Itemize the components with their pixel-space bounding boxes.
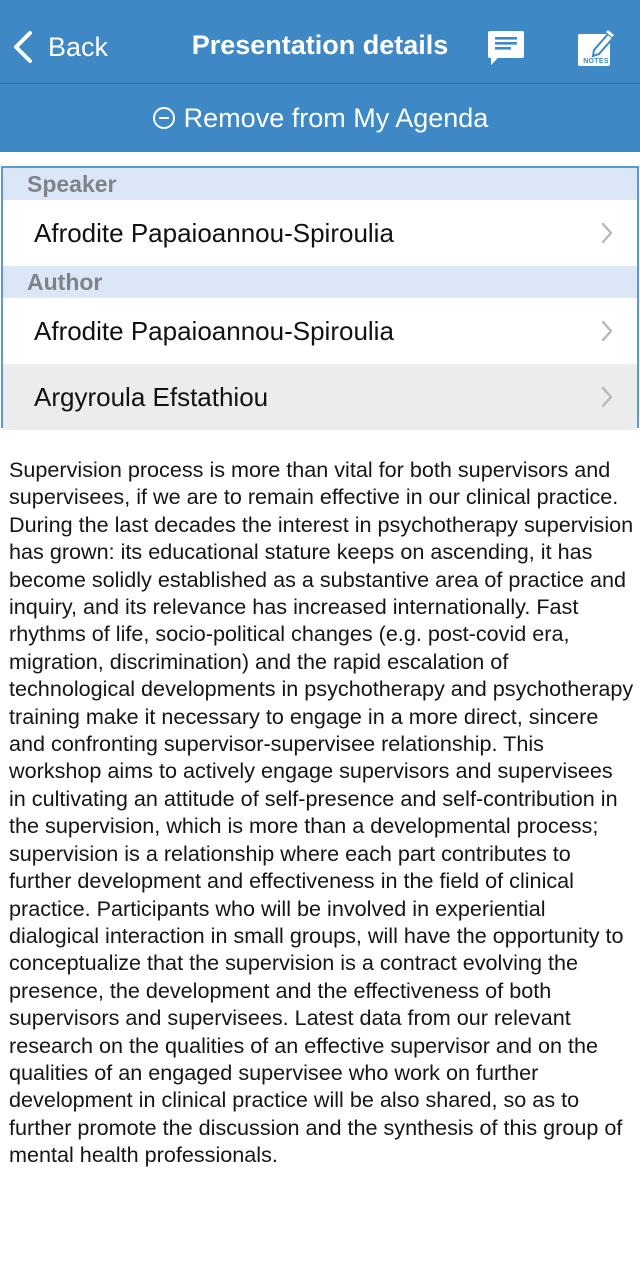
remove-from-agenda-button[interactable]	[0, 84, 640, 152]
notes-label: NOTES	[583, 58, 609, 65]
person-name: Afrodite Papaioannou-Spiroulia	[34, 315, 394, 346]
remove-from-agenda-label: Remove from My Agenda	[183, 102, 489, 133]
author-row[interactable]	[3, 364, 637, 430]
chat-button[interactable]	[486, 28, 526, 68]
person-name: Afrodite Papaioannou-Spiroulia	[34, 217, 394, 248]
navigation-bar	[0, 0, 640, 84]
section-header-speaker: Speaker	[3, 168, 637, 200]
person-name: Argyroula Efstathiou	[34, 381, 269, 412]
back-button[interactable]	[12, 24, 108, 70]
chevron-right-icon	[601, 222, 613, 244]
minus-circle-icon	[152, 106, 176, 130]
chevron-right-icon	[601, 386, 613, 408]
chat-label: CHAT	[495, 58, 517, 65]
people-list	[1, 166, 639, 428]
presentation-abstract: Supervision process is more than vital for both supervisors and supervisees, if we are to remain effective in our clinical practice. During the last decades the interest in psychotherapy supervision has grown: its educational stature keeps on ascending, it has become solidly established as a substantive area of practice and inquiry, and its relevance has increased internationally. Fast rhythms of life, socio-political changes (e.g. post-covid era, migration, discrimination) and the rapid escalation of technological developments in psychotherapy and psychotherapy training make it necessary to engage in a more direct, sincere and confronting supervisor-supervisee relationship. This workshop aims to actively engage supervisors and supervisees in cultivating an attitude of self-presence and self-contribution in the supervision, which is more than a developmental process; supervision is a relationship where each part contributes to further development and effectiveness in the field of clinical practice. Participants who will be involved in experiential dialogical interaction in small groups, will have the opportunity to conceptualize that the supervision is a contract evolving the presence, the development and the effectiveness of both supervisors and supervisees. Latest data from our relevant research on the qualities of an effective supervisor and on the qualities of an engaged supervisee who work on further development in clinical practice will be also shared, so as to further promote the discussion and the synthesis of this group of mental health professionals.	[9, 457, 634, 1168]
author-row[interactable]	[3, 298, 637, 364]
speaker-row[interactable]	[3, 200, 637, 266]
back-label: Back	[48, 31, 109, 62]
page-title: Presentation details	[191, 30, 449, 60]
section-header-author: Author	[3, 266, 637, 298]
chevron-right-icon	[601, 320, 613, 342]
notes-button[interactable]	[576, 28, 616, 68]
chevron-left-icon	[12, 30, 34, 64]
